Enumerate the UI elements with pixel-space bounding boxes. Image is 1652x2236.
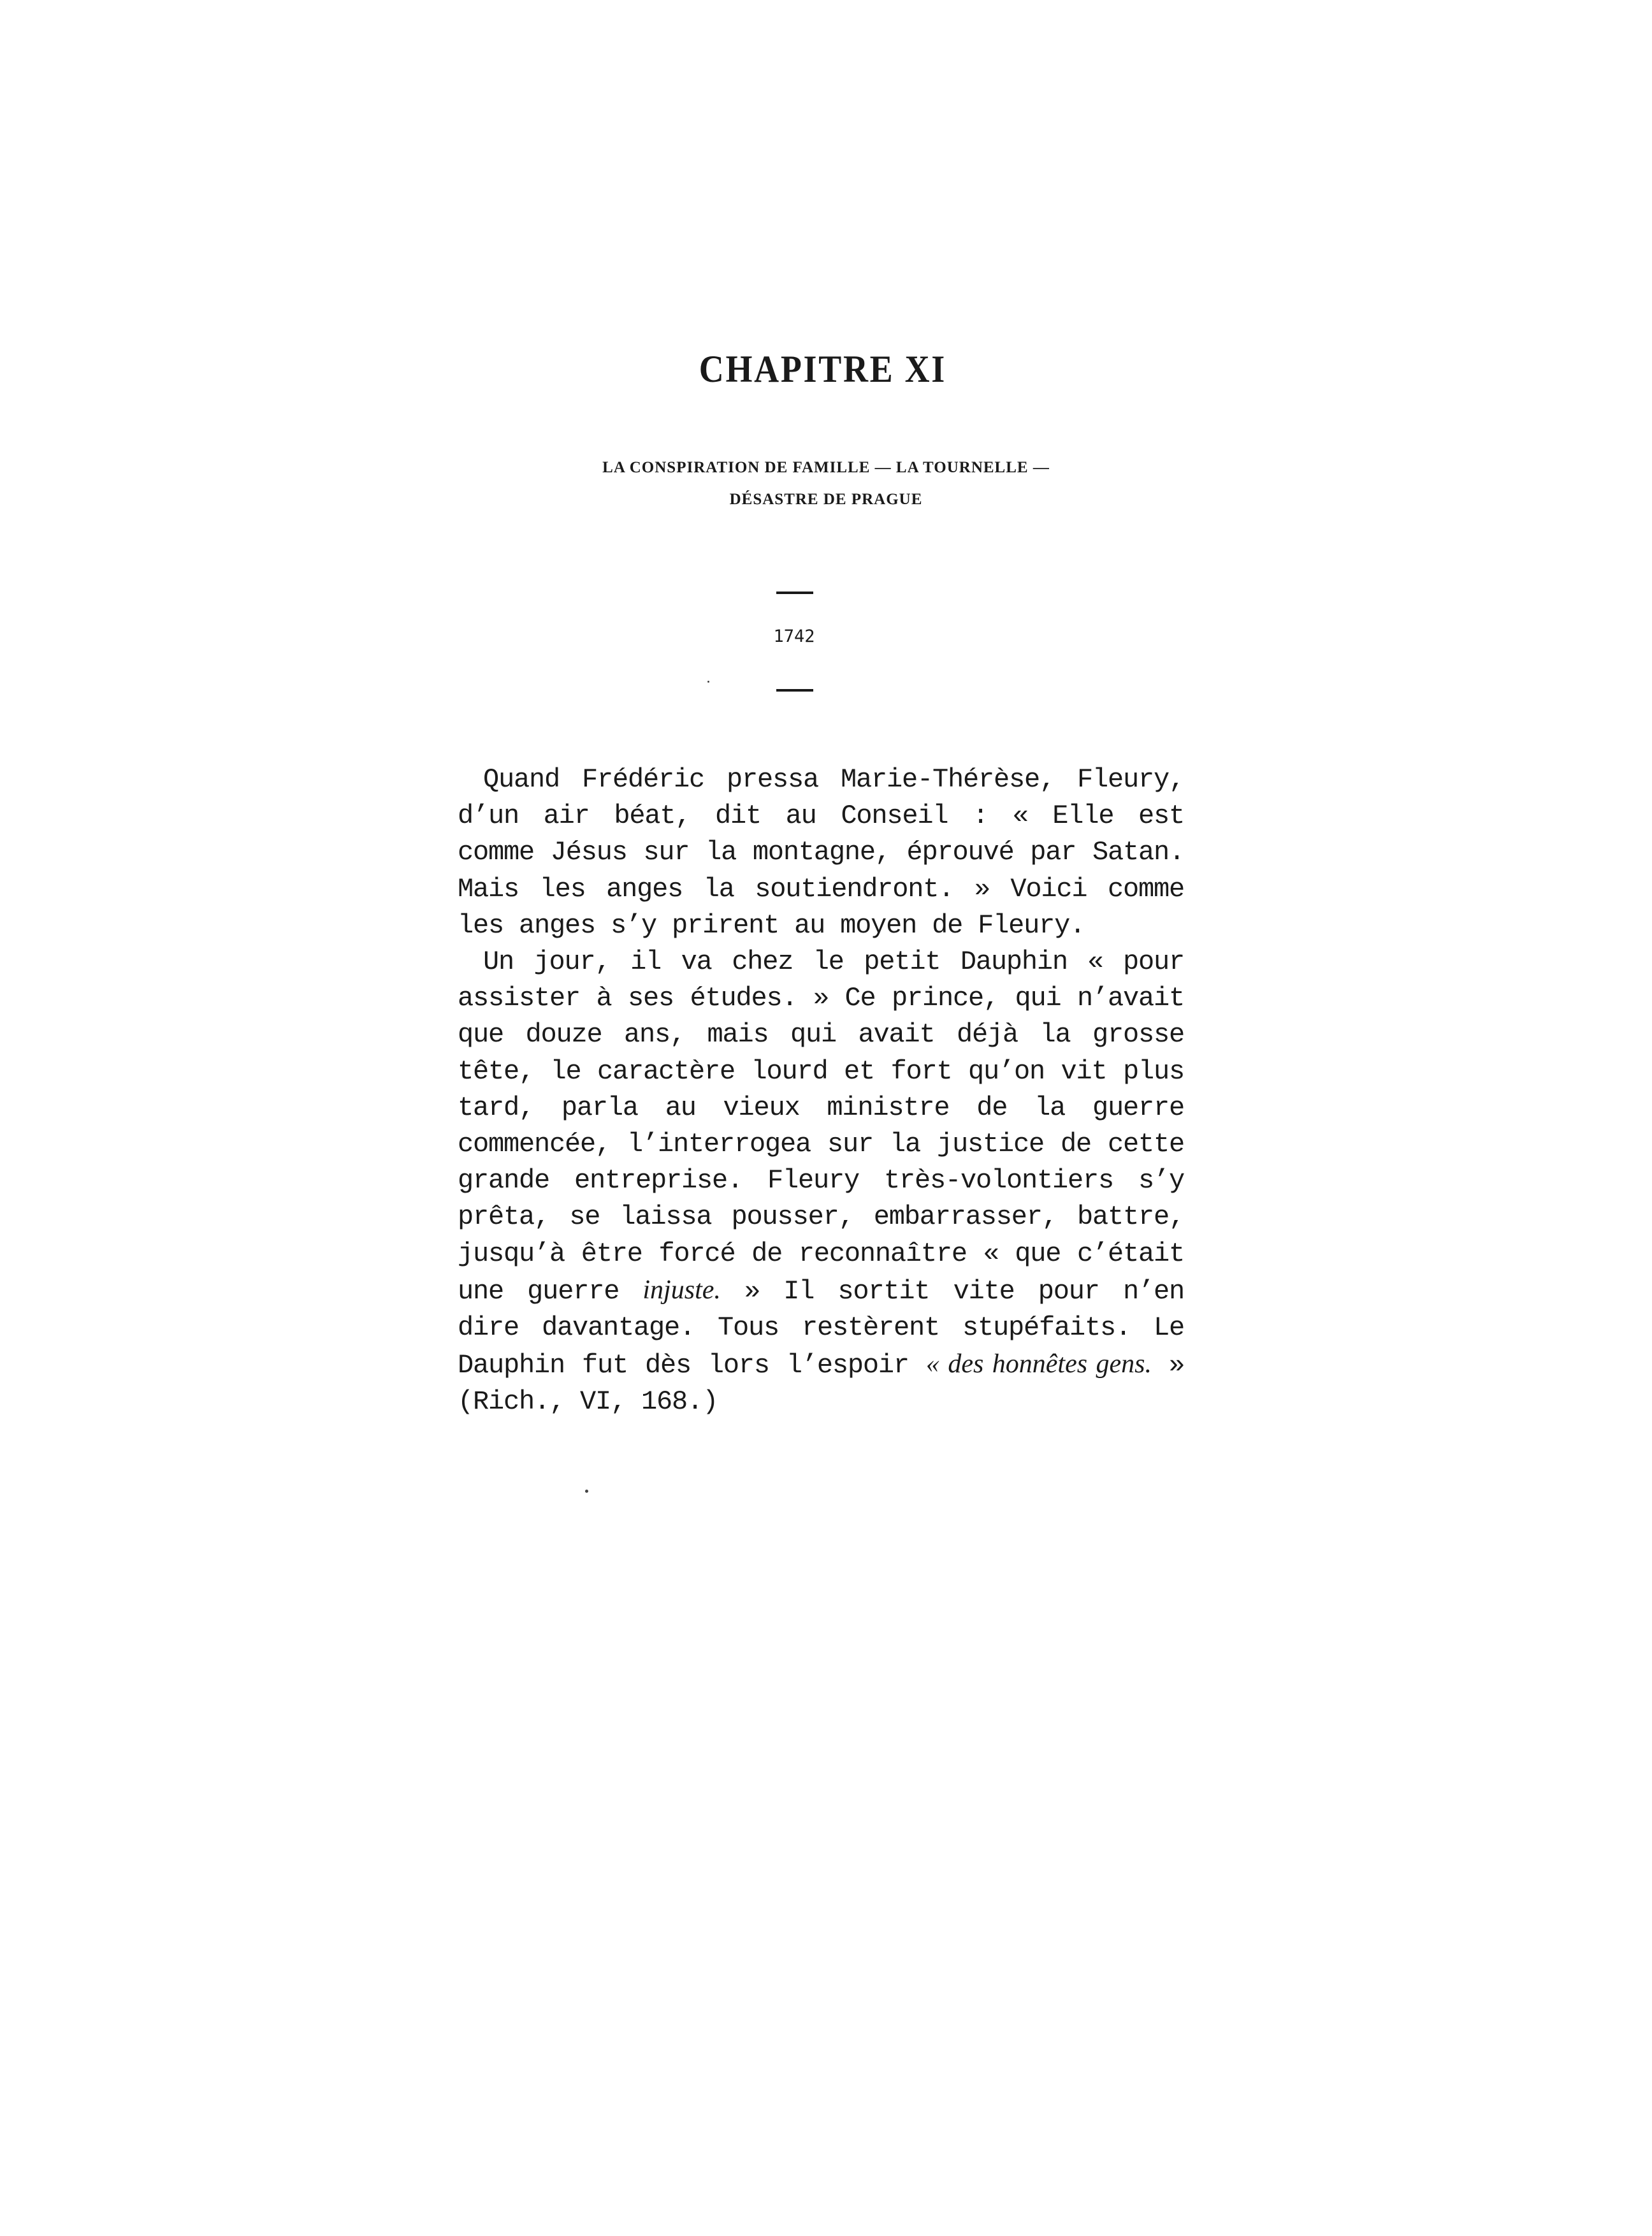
paragraph-1: Quand Frédéric pressa Marie-Thérèse, Fleury, d’un air béat, dit au Conseil : « Elle est comme Jésus sur la montagne, éprouvé par Satan. Mais les anges la soutiendront. » Voici comme les anges s’y prirent au moyen de Fleury. [458, 764, 1184, 941]
chapter-subtitle-line2: DÉSASTRE DE PRAGUE [729, 491, 923, 508]
paper-speck [585, 1490, 588, 1493]
divider-rule-top [776, 592, 813, 594]
paragraph-2-text-a: Un jour, il va chez le petit Dauphin « pour assister à ses études. » Ce prince, qui n’avait que douze ans, mais qui avait déjà la grosse tête, le caractère lourd et fort qu’on vit plus tard, parla au vieux ministre de la guerre commencée, l’interrogea sur la justice de cette grande entreprise. Fleury très-volontiers s’y prêta, se laissa pousser, embarrasser, battre, jusqu’à être forcé de reconnaître « que c’était une guerre [458, 947, 1184, 1307]
paragraph-2-text-b: » Il sortit vite pour n’en dire davantage. Tous restèrent stupéfaits. Le Dauphin fut dès lors l’espoir [458, 1275, 1184, 1381]
chapter-title: CHAPITRE XI [699, 348, 947, 390]
chapter-subtitle-line1: LA CONSPIRATION DE FAMILLE — LA TOURNELLE — [602, 459, 1050, 476]
paper-speck [707, 681, 709, 683]
paragraph-2-italic-injuste: injuste. [642, 1275, 721, 1305]
paragraph-2-text-c: » (Rich., VI, 168.) [458, 1350, 1184, 1418]
paragraph-2-italic-honnetes-gens: « des honnêtes gens. [925, 1349, 1152, 1379]
chapter-date: 1742 [773, 627, 815, 646]
paragraph-2 [458, 944, 1184, 1421]
body-text [458, 762, 1184, 1421]
divider-rule-bottom [776, 689, 813, 692]
